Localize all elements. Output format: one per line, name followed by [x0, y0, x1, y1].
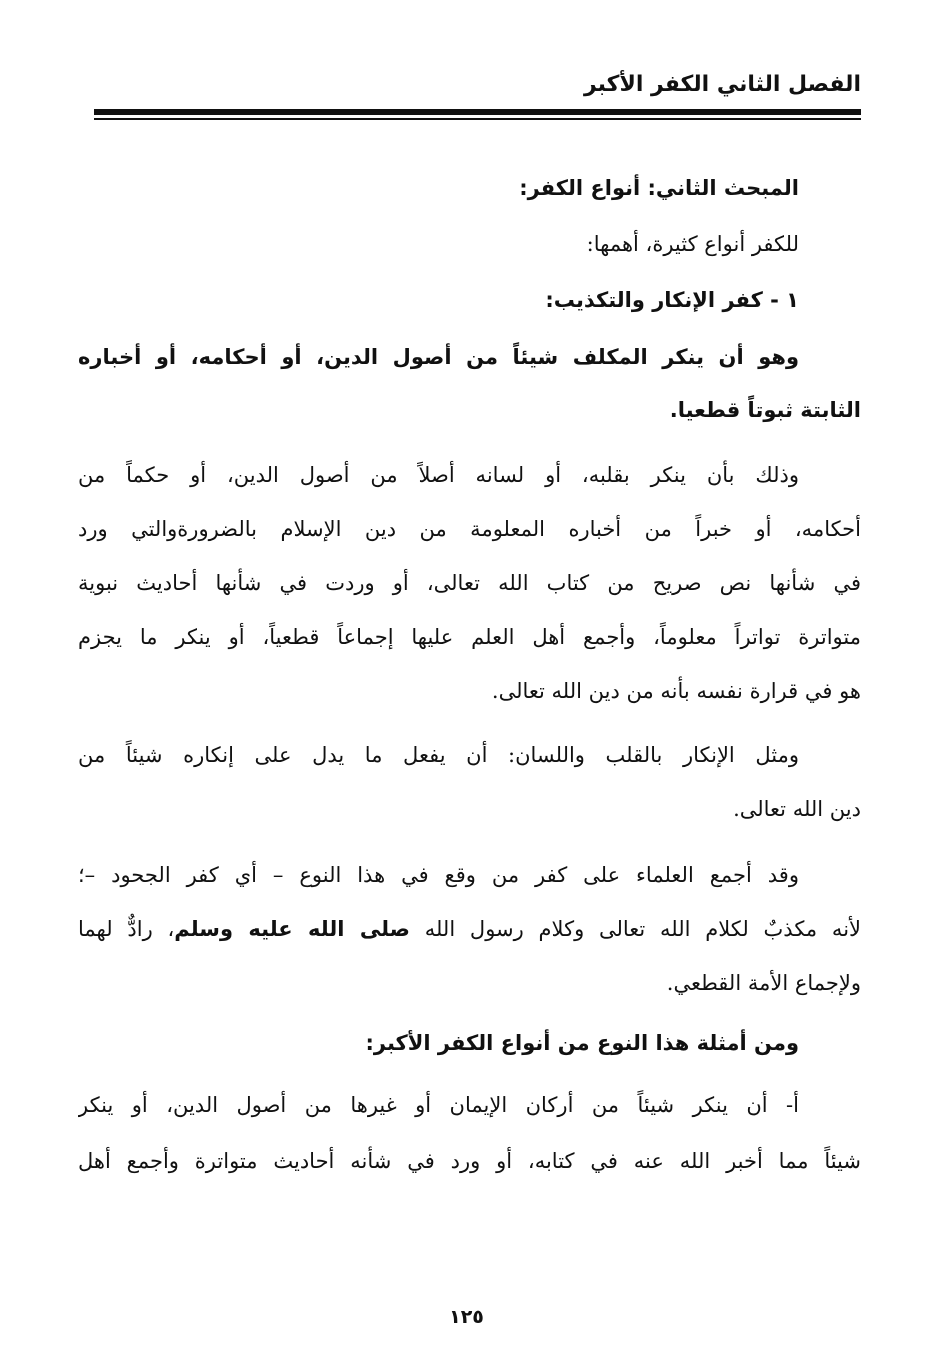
- consensus-paragraph: [78, 850, 861, 1018]
- example-a-paragraph: [78, 1080, 861, 1188]
- definition-paragraph: [78, 332, 861, 450]
- paragraph-line: وذلك بأن ينكر بقلبه، أو لسانه أصلاً من أصول الدين، أو حكماً من: [78, 463, 799, 487]
- paragraph-line: الثابتة ثبوتاً قطعيا.: [669, 398, 861, 422]
- header-rule-thick: [94, 109, 861, 115]
- paragraph-line: دين الله تعالى.: [733, 797, 861, 821]
- paragraph-line: ومثل الإنكار بالقلب واللسان: أن يفعل ما يدل على إنكاره شيئاً من: [78, 743, 799, 767]
- paragraph-line: في شأنها نص صريح من كتاب الله تعالى، أو وردت في شأنها أحاديث نبوية: [78, 571, 861, 595]
- intro-line: للكفر أنواع كثيرة، أهمها:: [586, 232, 799, 256]
- text-run: لأنه مكذبٌ لكلام الله تعالى وكلام رسول الله: [409, 917, 861, 941]
- running-header-title: الفصل الثاني الكفر الأكبر: [584, 72, 861, 97]
- paragraph-line: [78, 904, 861, 958]
- header-rule-thin: [94, 118, 861, 120]
- paragraph-line: شيئاً مما أخبر الله عنه في كتابه، أو ورد في شأنه أحاديث متواترة وأجمع أهل: [78, 1149, 861, 1173]
- examples-heading: ومن أمثلة هذا النوع من أنواع الكفر الأكبر:: [365, 1031, 799, 1055]
- salutation-text: صلى الله عليه وسلم: [174, 917, 410, 941]
- paragraph-line: هو في قرارة نفسه بأنه من دين الله تعالى.: [491, 679, 861, 703]
- paragraph-line: وقد أجمع العلماء على كفر من وقع في هذا النوع – أي كفر الجحود –؛: [78, 863, 799, 887]
- section-heading: المبحث الثاني: أنواع الكفر:: [519, 176, 799, 200]
- type1-heading: ١ - كفر الإنكار والتكذيب:: [545, 288, 799, 312]
- paragraph-line: أحكامه، أو خبراً من أخباره المعلومة من دين الإسلام بالضرورةوالتي ورد: [78, 517, 861, 541]
- text-run: ، رادٌّ لهما: [78, 917, 175, 941]
- page-number: ١٢٥: [449, 1306, 484, 1328]
- paragraph-line: أ- أن ينكر شيئاً من أركان الإيمان أو غيرها من أصول الدين، أو ينكر: [78, 1093, 799, 1117]
- explanation-paragraph: [78, 450, 861, 730]
- page-content: [78, 168, 861, 1188]
- paragraph-line: ولإجماع الأمة القطعي.: [666, 971, 861, 995]
- denial-paragraph: [78, 730, 861, 850]
- paragraph-line: وهو أن ينكر المكلف شيئاً من أصول الدين، أو أحكامه، أو أخباره: [78, 345, 799, 369]
- paragraph-line: متواترة تواتراً معلوماً، وأجمع أهل العلم عليها إجماعاً قطعياً، أو ينكر ما يجزم: [78, 625, 861, 649]
